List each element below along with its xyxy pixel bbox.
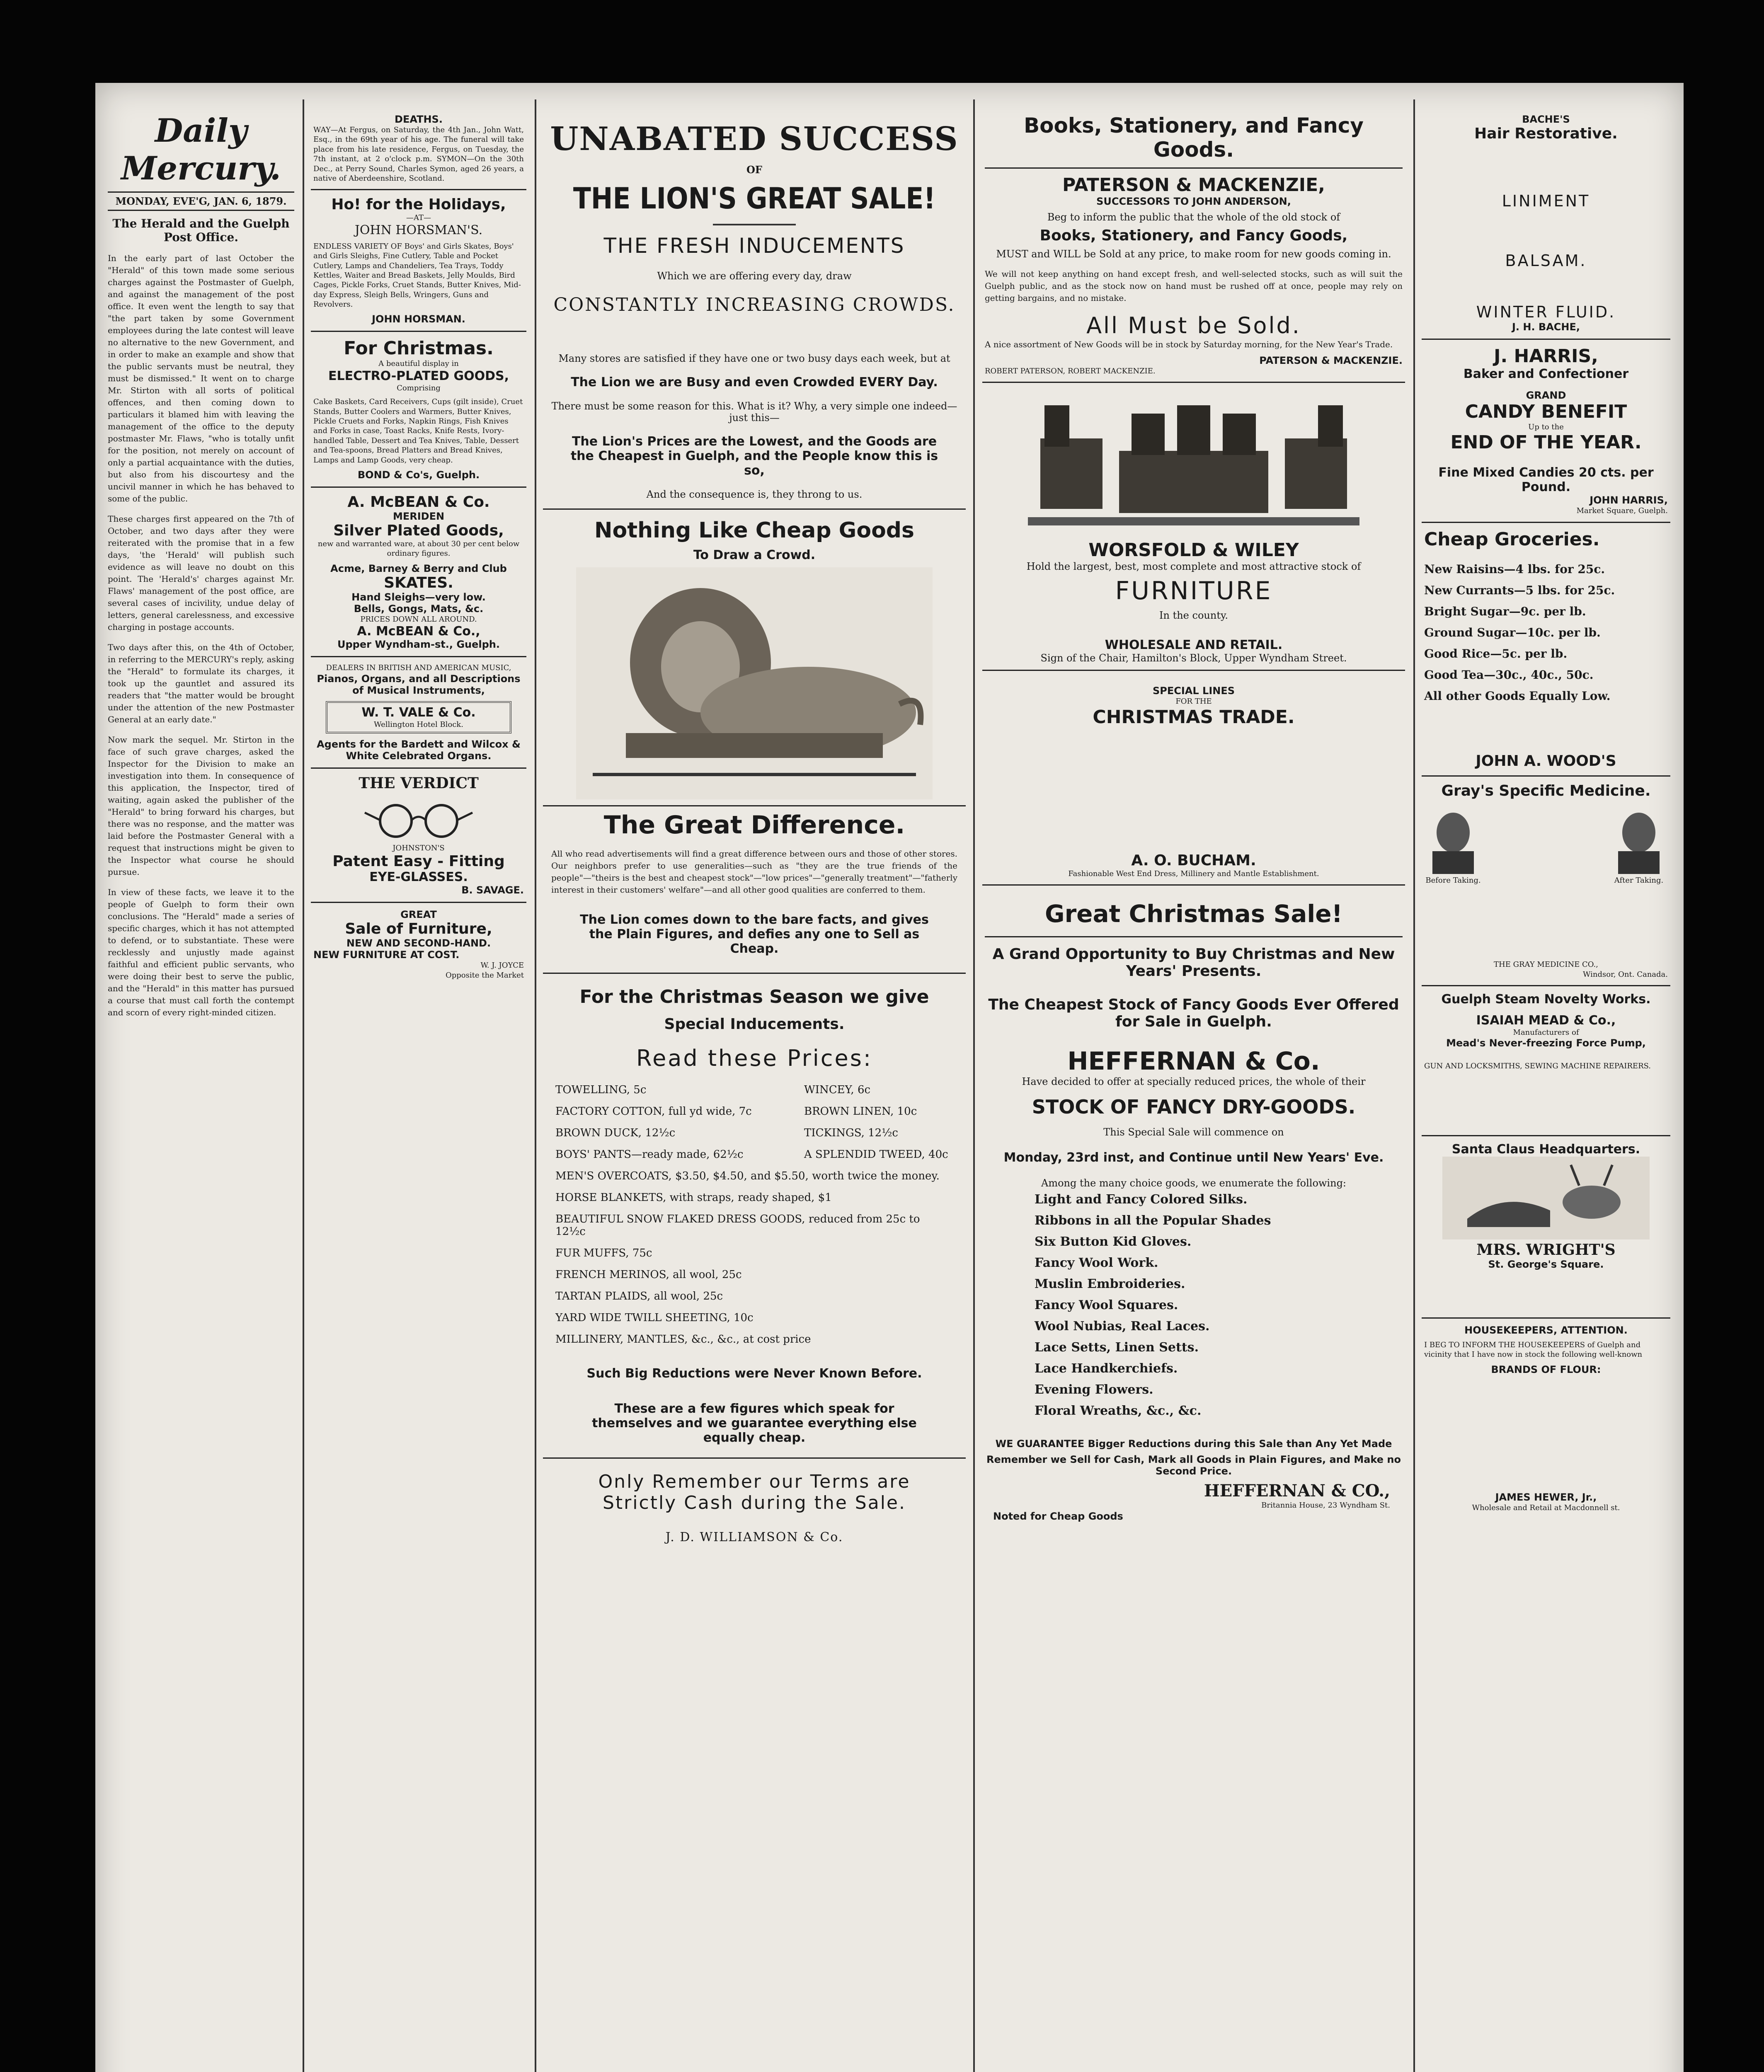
ad-signature: THE GRAY MEDICINE CO., bbox=[1494, 960, 1598, 969]
ad-signature: B. SAVAGE. bbox=[461, 884, 524, 896]
ad-address: Britannia House, 23 Wyndham St. bbox=[1261, 1501, 1390, 1510]
ad-text: Fashionable West End Dress, Millinery and Mantle Establishment. bbox=[1068, 869, 1319, 878]
article-paragraph: In the early part of last October the "Herald" of this town made some serious charges against the Postmaster of Guelph, and against the management of the post office. It even went the length to say that "the part taken by some Government employees during the late contest will leave no alternative to the new Government, and in order to make an example and show that the public servants must be neutral, they must be dismissed." It went on to charge Mr. Stirton with all sorts of political offences, and then coming down to particulars it blamed him with leaving the management of the office to the deputy postmaster Mr. Flaws, "who is totally unfit for the position, not merely on account of only a partial acquaintance with the duties, but also from his discourtesy and the uncivil manner in which he has behaved to some of the public. bbox=[108, 253, 294, 503]
list-item: Bright Sugar—9c. per lb. bbox=[1424, 604, 1586, 618]
ad-subheading: BRANDS OF FLOUR: bbox=[1491, 1363, 1601, 1375]
ad-subheading: ELECTRO-PLATED GOODS, bbox=[328, 368, 509, 383]
list-item: Six Button Kid Gloves. bbox=[1035, 1234, 1192, 1249]
ad-address: Windsor, Ont. Canada. bbox=[1582, 970, 1668, 979]
ad-address: St. George's Square. bbox=[1488, 1258, 1604, 1270]
ad-subheading: Fine Mixed Candies 20 cts. per Pound. bbox=[1438, 465, 1654, 495]
ad-text: MUST and WILL be Sold at any price, to make room for new goods coming in. bbox=[996, 248, 1391, 260]
article-paragraph: Now mark the sequel. Mr. Stirton in the face of such grave charges, asked the Inspector for the Division to make an investigation into them. In consequence of this application, the Inspector, tired of waiting, again asked the publisher of the "Herald" to bring forward his charges, but there was no response, and the matter was laid before the Postmaster General with a request that instructions might be given to the Inspector what course he should pursue. bbox=[108, 735, 294, 877]
ad-text: FOR THE bbox=[1175, 697, 1212, 706]
ad-subheading: Special Inducements. bbox=[664, 1016, 845, 1033]
ad-signature: JOHN A. WOOD'S bbox=[1476, 752, 1616, 770]
ad-text: A nice assortment of New Goods will be in stock by Saturday morning, for the New Year's Trade. bbox=[985, 339, 1393, 349]
before-portrait bbox=[1424, 808, 1482, 885]
price-row: BOYS' PANTS—ready made, 62½c A SPLENDID TWEED, 40c bbox=[555, 1148, 948, 1161]
ad-heading: PATERSON & MACKENZIE, bbox=[1062, 174, 1325, 196]
list-item: Light and Fancy Colored Silks. bbox=[1035, 1192, 1248, 1207]
ad-subheading: The Lion's Prices are the Lowest, and the Goods are the Cheapest in Guelph, and the People know this is so, bbox=[570, 434, 938, 478]
ad-signature: JOHN HORSMAN. bbox=[372, 313, 465, 325]
list-item: Good Rice—5c. per lb. bbox=[1424, 646, 1568, 661]
ad-text: NEW FURNITURE AT COST. bbox=[313, 949, 460, 961]
ad-heading: A. McBEAN & Co. bbox=[347, 493, 490, 511]
ad-address: Sign of the Chair, Hamilton's Block, Upper Wyndham Street. bbox=[1040, 652, 1347, 664]
ad-list: Cake Baskets, Card Receivers, Cups (gilt inside), Cruet Stands, Butter Coolers and Warmers, Butter Knives, Pickle Cruets and Forks, Napkin Rings, Fish Knives and Forks in case, Toast Racks, Knife Rests, Ivory-handled Table, Dessert and Tea Knives, Table, Dessert and Tea-spoons, Bread Platters and Bread Knives, Lamps and Lamp Goods, very cheap. bbox=[313, 397, 523, 465]
list-item: Floral Wreaths, &c., &c. bbox=[1035, 1404, 1202, 1418]
price-row: TOWELLING, 5c WINCEY, 6c bbox=[555, 1084, 871, 1096]
ad-text: Hold the largest, best, most complete and most attractive stock of bbox=[1026, 561, 1361, 573]
ad-heading: Santa Claus Headquarters. bbox=[1451, 1142, 1640, 1157]
ad-text: OF bbox=[746, 164, 762, 176]
ad-savage bbox=[311, 769, 526, 903]
ad-address: Upper Wyndham-st., Guelph. bbox=[337, 639, 500, 651]
ad-heading: UNABATED SUCCESS bbox=[550, 120, 959, 158]
list-item: Muslin Embroideries. bbox=[1035, 1277, 1185, 1292]
price-row: FRENCH MERINOS, all wool, 25c bbox=[555, 1268, 742, 1281]
ad-heading: J. HARRIS, bbox=[1494, 346, 1598, 367]
ad-heading: HEFFERNAN & Co. bbox=[1067, 1047, 1320, 1076]
ad-text: Remember we Sell for Cash, Mark all Goods in Plain Figures, and Make no Second Price. bbox=[986, 1454, 1401, 1477]
ad-subheading: Pianos, Organs, and all Descriptions of Musical Instruments, bbox=[317, 673, 521, 696]
ad-text: There must be some reason for this. What is it? Why, a very simple one indeed—just this— bbox=[551, 400, 957, 424]
ad-subheading: Patent Easy - Fitting bbox=[332, 853, 505, 870]
list-item: Fancy Wool Work. bbox=[1035, 1256, 1158, 1271]
ad-heading: END OF THE YEAR. bbox=[1450, 432, 1642, 453]
ad-text: In the county. bbox=[1159, 610, 1228, 622]
ad-heading: HOUSEKEEPERS, ATTENTION. bbox=[1464, 1324, 1628, 1336]
ad-vale bbox=[311, 657, 526, 769]
ad-text: I BEG TO INFORM THE HOUSEKEEPERS of Guelph and vicinity that I have now in stock the following well-known bbox=[1424, 1340, 1643, 1359]
article-paragraph: These charges first appeared on the 7th of October, and two days after they were reiterated with the promise that in a few days, 'the 'Herald' will publish such evidence as will leave no doubt on this point. The 'Herald's' charges against Mr. Flaws' management of the post office, are several cases of incivility, undue delay of letters, general carelessness, and excessive charging in postage accounts. bbox=[108, 514, 294, 632]
ad-subheading: LINIMENT bbox=[1502, 192, 1590, 210]
ad-text: And the consequence is, they throng to us. bbox=[646, 489, 863, 500]
divider bbox=[713, 224, 796, 225]
deaths-heading: DEATHS. bbox=[395, 114, 443, 125]
ad-heading: CANDY BENEFIT bbox=[1465, 401, 1627, 422]
ad-signature: MRS. WRIGHT'S bbox=[1476, 1241, 1616, 1259]
list-item: Evening Flowers. bbox=[1035, 1382, 1153, 1397]
ad-heading: Sale of Furniture, bbox=[345, 920, 492, 938]
ad-text: Up to the bbox=[1528, 423, 1564, 431]
list-item: Ground Sugar—10c. per lb. bbox=[1424, 625, 1601, 639]
column-rule bbox=[303, 99, 304, 2072]
ad-text: Beg to inform the public that the whole of the old stock of bbox=[1047, 211, 1340, 223]
column-rule bbox=[973, 99, 975, 2072]
portrait-icon bbox=[1610, 808, 1668, 874]
ad-text: This Special Sale will commence on bbox=[1103, 1126, 1284, 1138]
ad-subheading: BALSAM. bbox=[1505, 252, 1587, 270]
ad-text: Hand Sleighs—very low. bbox=[351, 591, 486, 603]
ad-text: A beautiful display in bbox=[378, 359, 459, 368]
ad-gray-medicine bbox=[1422, 777, 1670, 986]
ad-mcbean bbox=[311, 488, 526, 657]
ad-address: Wellington Hotel Block. bbox=[374, 720, 463, 729]
ad-wood bbox=[1422, 523, 1670, 777]
dateline: MONDAY, EVE'G, JAN. 6, 1879. bbox=[108, 191, 294, 211]
ad-heading: The Great Difference. bbox=[603, 811, 905, 840]
ad-heading: Hair Restorative. bbox=[1474, 125, 1618, 142]
price-row: FACTORY COTTON, full yd wide, 7c BROWN LINEN, 10c bbox=[555, 1105, 917, 1118]
ad-address: Market Square, Guelph. bbox=[1576, 506, 1668, 516]
ad-text: All who read advertisements will find a great difference between ours and those of other stores. Our neighbors prefer to use generalities—such as "they are the true friends of the people"—"theirs is the best and cheapest stock"—"low prices"—"generally treatment"—"fatherly interest in their customers' welfare"—and all other good qualities are conferred to them. bbox=[551, 849, 957, 895]
ad-heading: For Christmas. bbox=[344, 338, 494, 359]
ad-heading: CHRISTMAS TRADE. bbox=[1093, 706, 1295, 728]
ad-list: ENDLESS VARIETY OF Boys' and Girls Skates, Boys' and Girls Sleighs, Fine Cutlery, Table and Pocket Cutlery, Lamps and Chandeliers, Tea Trays, Toddy Kettles, Waiter and Bread Baskets, Jelly Moulds, Bird Cages, Pickle Forks, Cruet Stands, Butter Knives, Mid-day Express, Sleigh Bells, Wringers, Guns and Revolvers. bbox=[313, 242, 521, 309]
ad-text: NEW AND SECOND-HAND. bbox=[346, 937, 491, 949]
list-item: Wool Nubias, Real Laces. bbox=[1035, 1319, 1210, 1334]
ad-subheading: The Lion comes down to the bare facts, and gives the Plain Figures, and defies any one to Sell as Cheap. bbox=[580, 913, 929, 956]
ad-subheading: Baker and Confectioner bbox=[1463, 367, 1629, 381]
furniture-illustration bbox=[1028, 389, 1359, 538]
price-row: BEAUTIFUL SNOW FLAKED DRESS GOODS, reduced from 25c to 12½c bbox=[555, 1213, 920, 1238]
list-item: Ribbons in all the Popular Shades bbox=[1035, 1213, 1271, 1228]
ad-text: Noted for Cheap Goods bbox=[993, 1510, 1123, 1522]
ad-subheading: WINTER FLUID. bbox=[1476, 303, 1616, 321]
ad-signature: JOHN HARRIS, bbox=[1590, 494, 1668, 506]
goods-list bbox=[985, 1189, 1403, 1421]
ad-hewer bbox=[1422, 1319, 1670, 1518]
ad-worsfold bbox=[982, 383, 1405, 671]
ad-text: WE GUARANTEE Bigger Reductions during this Sale than Any Yet Made bbox=[995, 1438, 1392, 1450]
ad-subheading: FURNITURE bbox=[1115, 576, 1272, 606]
column-ads-far-right bbox=[1422, 108, 1670, 2072]
column-rule bbox=[535, 99, 536, 2072]
masthead-title: Daily Mercury. bbox=[121, 112, 281, 187]
price-row: BROWN DUCK, 12½c TICKINGS, 12½c bbox=[555, 1127, 898, 1139]
ad-horsman bbox=[311, 190, 526, 332]
ad-heading: THE LION'S GREAT SALE! bbox=[573, 182, 936, 215]
ad-subheading: Silver Plated Goods, bbox=[333, 522, 504, 539]
ad-subheading: SKATES. bbox=[384, 574, 453, 591]
ad-text: —AT— bbox=[406, 213, 431, 223]
ad-signature: A. McBEAN & Co., bbox=[357, 624, 480, 639]
price-row: HORSE BLANKETS, with straps, ready shaped, $1 bbox=[555, 1191, 832, 1204]
ad-text: ROBERT PATERSON, ROBERT MACKENZIE. bbox=[985, 367, 1156, 375]
lion-illustration bbox=[576, 567, 933, 799]
list-item: New Currants—5 lbs. for 25c. bbox=[1424, 583, 1615, 597]
ad-heading: Guelph Steam Novelty Works. bbox=[1441, 992, 1651, 1007]
grocery-list bbox=[1424, 562, 1668, 703]
ad-subheading: These are a few figures which speak for themselves and we guarantee everything else equally cheap. bbox=[592, 1402, 917, 1445]
column-ads-left bbox=[311, 108, 526, 2072]
ad-heading: Great Christmas Sale! bbox=[1044, 900, 1343, 928]
ad-text: PRICES DOWN ALL AROUND. bbox=[360, 615, 477, 624]
deaths-notice bbox=[311, 108, 526, 190]
ad-text: SPECIAL LINES bbox=[1152, 685, 1235, 697]
ad-store-name: JOHN HORSMAN'S. bbox=[354, 223, 483, 237]
ad-subheading: The Cheapest Stock of Fancy Goods Ever Offered for Sale in Guelph. bbox=[988, 996, 1399, 1031]
santa-sleigh-illustration bbox=[1442, 1157, 1650, 1239]
ad-signature: JAMES HEWER, Jr., bbox=[1495, 1491, 1597, 1503]
caption: After Taking. bbox=[1614, 876, 1664, 885]
ad-address: Wholesale and Retail at Macdonnell st. bbox=[1472, 1503, 1620, 1512]
list-item: New Raisins—4 lbs. for 25c. bbox=[1424, 562, 1605, 576]
ad-signature: A. O. BUCHAM. bbox=[1131, 852, 1256, 869]
eyeglasses-icon bbox=[356, 792, 481, 842]
ad-subheading: CONSTANTLY INCREASING CROWDS. bbox=[553, 294, 955, 315]
ad-harris bbox=[1422, 340, 1670, 523]
ad-signature: PATERSON & MACKENZIE. bbox=[1259, 355, 1403, 366]
ad-fine-print-area bbox=[985, 728, 1403, 852]
ad-heading: WORSFOLD & WILEY bbox=[1088, 540, 1299, 561]
ad-text: We will not keep anything on hand except fresh, and well-selected stocks, such as will suit the Guelph public, and as the stock now on hand must be rushed off at once, people may rely on getting bargains, and no mistake. bbox=[985, 269, 1403, 303]
ad-subheading: Books, Stationery, and Fancy Goods, bbox=[1040, 227, 1348, 244]
price-row: MEN'S OVERCOATS, $3.50, $4.50, and $5.50, worth twice the money. bbox=[555, 1170, 940, 1182]
ad-address: Opposite the Market bbox=[446, 971, 524, 980]
ad-signature: BOND & Co's, Guelph. bbox=[357, 469, 480, 481]
list-item: Good Tea—30c., 40c., 50c. bbox=[1424, 668, 1594, 682]
ad-bache bbox=[1422, 108, 1670, 340]
ad-subheading: THE FRESH INDUCEMENTS bbox=[603, 234, 905, 258]
ad-heading: Nothing Like Cheap Goods bbox=[594, 518, 914, 543]
price-row: TARTAN PLAIDS, all wool, 25c bbox=[555, 1290, 723, 1302]
ad-text: Agents for the Bardett and Wilcox & White Celebrated Organs. bbox=[317, 738, 521, 762]
ad-signature: J. H. BACHE, bbox=[1512, 321, 1580, 333]
price-row: MILLINERY, MANTLES, &c., &c., at cost price bbox=[555, 1333, 811, 1346]
ad-text: GRAND bbox=[1526, 390, 1566, 401]
ad-text: GUN AND LOCKSMITHS, SEWING MACHINE REPAIRERS. bbox=[1424, 1062, 1651, 1071]
ad-subheading: STOCK OF FANCY DRY-GOODS. bbox=[1032, 1096, 1356, 1118]
ad-bucham bbox=[982, 671, 1405, 886]
newspaper-page bbox=[95, 83, 1684, 2072]
ad-subheading: Mead's Never-freezing Force Pump, bbox=[1446, 1037, 1646, 1049]
ad-text: DEALERS IN BRITISH AND AMERICAN MUSIC, bbox=[326, 663, 511, 673]
ad-heading: W. T. VALE & Co. bbox=[361, 705, 476, 720]
after-portrait bbox=[1610, 808, 1668, 885]
portrait-row bbox=[1424, 808, 1668, 885]
ad-subheading: Read these Prices: bbox=[636, 1045, 873, 1071]
ad-subheading: A Grand Opportunity to Buy Christmas and New Years' Presents. bbox=[992, 946, 1395, 980]
ad-wright bbox=[1422, 1136, 1670, 1319]
ad-heading: For the Christmas Season we give bbox=[579, 986, 929, 1007]
deaths-text: WAY—At Fergus, on Saturday, the 4th Jan., John Watt, Esq., in the 69th year of his age. The funeral will take place from his late residence, Fergus, on Tuesday, the 7th instant, at 2 o'clock p.m. SYMON—On the 30th Dec., at Perry Sound, Charles Symon, aged 26 years, a native of Aberdeenshire, Scotland. bbox=[313, 126, 524, 183]
ad-heading: Books, Stationery, and Fancy Goods. bbox=[1024, 114, 1364, 162]
ad-heffernan bbox=[982, 886, 1405, 1527]
vale-box bbox=[326, 701, 511, 733]
price-row: FUR MUFFS, 75c bbox=[555, 1247, 652, 1259]
ad-text: Have decided to offer at specially reduced prices, the whole of their bbox=[1022, 1076, 1366, 1088]
ad-text: Which we are offering every day, draw bbox=[657, 270, 852, 282]
ad-subheading: The Lion we are Busy and even Crowded EVERY Day. bbox=[571, 375, 938, 390]
list-item: All other Goods Equally Low. bbox=[1424, 689, 1611, 703]
ad-bond bbox=[311, 332, 526, 488]
ad-subheading: Such Big Reductions were Never Known Before. bbox=[586, 1366, 922, 1381]
ad-text: Among the many choice goods, we enumerate the following: bbox=[1041, 1177, 1347, 1189]
portrait-icon bbox=[1424, 808, 1482, 874]
ad-text: Comprising bbox=[397, 383, 441, 392]
ad-heading: Ho! for the Holidays, bbox=[331, 196, 506, 213]
ad-signature: HEFFERNAN & CO., bbox=[1204, 1481, 1390, 1501]
list-item: Fancy Wool Squares. bbox=[1035, 1298, 1178, 1313]
article-heading: The Herald and the Guelph Post Office. bbox=[112, 217, 290, 244]
ad-signature: W. J. JOYCE bbox=[480, 961, 524, 970]
column-rule bbox=[1413, 99, 1415, 2072]
ad-signature: J. D. WILLIAMSON & Co. bbox=[665, 1530, 843, 1544]
ad-text: Manufacturers of bbox=[1513, 1028, 1579, 1037]
ad-text: GREAT bbox=[400, 909, 437, 921]
ad-text: MERIDEN bbox=[393, 510, 445, 522]
ad-paterson bbox=[982, 108, 1405, 383]
ad-subheading: WHOLESALE AND RETAIL. bbox=[1105, 638, 1283, 653]
ad-subheading: Only Remember our Terms are Strictly Cash during the Sale. bbox=[598, 1471, 911, 1513]
ad-subheading: Monday, 23rd inst, and Continue until New Years' Eve. bbox=[1003, 1150, 1384, 1165]
ad-heading: Cheap Groceries. bbox=[1424, 528, 1600, 550]
list-item: Lace Handkerchiefs. bbox=[1035, 1361, 1178, 1376]
ad-mead bbox=[1422, 986, 1670, 1136]
list-item: Lace Setts, Linen Setts. bbox=[1035, 1340, 1199, 1355]
ad-subheading: To Draw a Crowd. bbox=[693, 548, 816, 562]
ad-text: JOHNSTON'S bbox=[393, 843, 445, 852]
ad-text: Acme, Barney & Berry and Club bbox=[330, 562, 507, 574]
column-lion-ad bbox=[543, 108, 966, 2072]
ad-subheading: SUCCESSORS TO JOHN ANDERSON, bbox=[1096, 196, 1291, 207]
price-row: YARD WIDE TWILL SHEETING, 10c bbox=[555, 1312, 754, 1324]
ad-text: new and warranted ware, at about 30 per cent below ordinary figures. bbox=[317, 539, 520, 558]
ad-subheading: All Must be Sold. bbox=[1086, 312, 1301, 339]
ad-text: BACHE'S bbox=[1522, 114, 1570, 125]
ad-text: Bells, Gongs, Mats, &c. bbox=[354, 603, 484, 615]
caption: Before Taking. bbox=[1425, 876, 1481, 885]
column-editorial bbox=[108, 108, 294, 2072]
column-ads-right bbox=[982, 108, 1405, 2072]
article-paragraph: Two days after this, on the 4th of October, in referring to the MERCURY's reply, asking the "Herald" to formulate its charges, it took up the gauntlet and assured its readers that "the matter would be brought under the attention of the new Postmaster General at an early date." bbox=[108, 642, 294, 724]
article-paragraph: In view of these facts, we leave it to the people of Guelph to form their own conclusions. The "Herald" made a series of specific charges, which it has not attempted to defend, or to substantiate. These were recklessly and unjustly made against faithful and efficient public servants, who were doing their best to serve the public, and the "Herald" in this matter has pursued a course that must call forth the contempt and scorn of every right-minded citizen. bbox=[108, 887, 294, 1017]
ad-subheading: EYE-GLASSES. bbox=[369, 870, 468, 885]
ad-heading: THE VERDICT bbox=[359, 774, 479, 792]
ad-text: Many stores are satisfied if they have one or two busy days each week, but at bbox=[558, 353, 950, 364]
ad-subheading: ISAIAH MEAD & Co., bbox=[1476, 1013, 1616, 1028]
price-list bbox=[543, 1084, 966, 1346]
ad-joyce bbox=[311, 903, 526, 986]
ad-heading: Gray's Specific Medicine. bbox=[1441, 782, 1651, 799]
